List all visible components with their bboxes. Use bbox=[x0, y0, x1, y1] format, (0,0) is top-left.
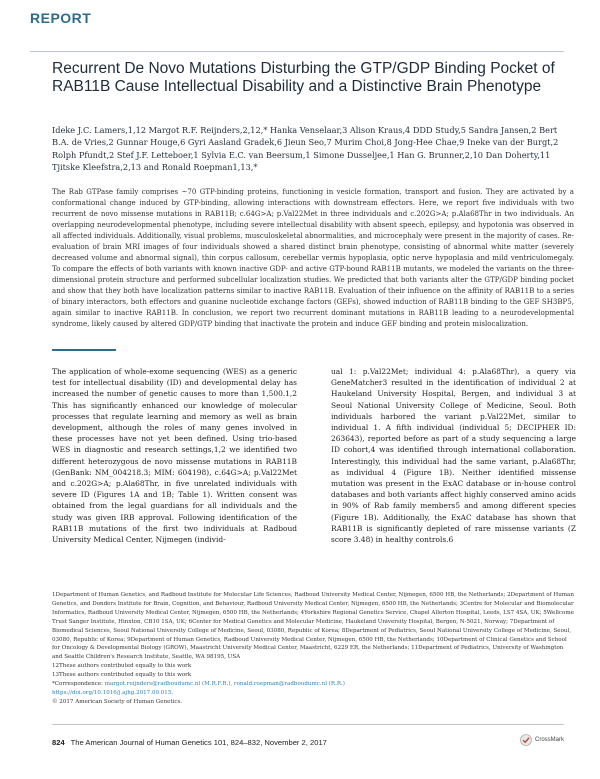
page-number: 824 bbox=[52, 738, 65, 747]
body-column-right bbox=[331, 366, 576, 545]
crossmark-label: CrossMark bbox=[534, 737, 564, 743]
header-divider bbox=[30, 51, 564, 52]
body-paragraph: ual 1: p.Val22Met; individual 4: p.Ala68Thr), a query via GeneMatcher3 resulted in the identification of individual 2 at Haukeland University Hospital, Bergen, and individual 3 at Seoul National University College of Medicine, Seoul. Both individuals harbored the variant p.Val22Met, similar to individual 1. A fifth individual (individual 5; DECIPHER ID: 263643), reported before as part of a study sequencing a large ID cohort,4 was identified through international collaboration. Interestingly, this individual had the same variant, p.Ala68Thr, as individual 4 (Figure 1B). Neither identified missense mutation was present in the ExAC database or in-house control databases and both variants affect highly conserved amino acids in 90% of Rab family members5 and among different species (Figure 1B). Additionally, the ExAC database has shown that RAB11B is significantly depleted of rare missense variants (Z score 3.48) in healthy controls.6 bbox=[331, 367, 576, 545]
equal-contribution-note: 13These authors contributed equally to this work bbox=[52, 672, 192, 679]
citation-text: The American Journal of Human Genetics 101, 824–832, November 2, 2017 bbox=[70, 738, 327, 747]
page-footer bbox=[30, 724, 570, 758]
affiliations bbox=[52, 591, 574, 707]
crossmark-badge[interactable] bbox=[520, 734, 564, 746]
abstract-divider bbox=[52, 349, 116, 351]
author-list: Ideke J.C. Lamers,1,12 Margot R.F. Reijnders,2,12,* Hanka Venselaar,3 Alison Kraus,4 DDD Study,5 Sandra Jansen,2 Bert B.A. de Vries,2 Gunnar Houge,6 Gyri Aasland Gradek,6 Jieun Seo,7 Murim Choi,8 Jong-Hee Chae,9 Ineke van der Burgt,2 Rolph Pfundt,2 Stef J.F. Letteboer,1 Sylvia E.C. van Beersum,1 Simone Dusseljee,1 Han G. Brunner,2,10 Dan Doherty,11 Tjitske Kleefstra,2,13 and Ronald Roepman1,13,* bbox=[52, 125, 559, 172]
copyright: © 2017 American Society of Human Genetics. bbox=[52, 698, 183, 705]
correspondence bbox=[52, 680, 574, 689]
journal-citation bbox=[52, 738, 327, 747]
section-label: REPORT bbox=[30, 10, 92, 26]
body-paragraph: The application of whole-exome sequencing (WES) as a generic test for intellectual disability (ID) and developmental delay has increased the number of genetic causes to more than 1,500.1,2 This has significantly enhanced our knowledge of molecular processes that regulate learning and memory as well as brain development, although the roles of many genes involved in these processes have not yet been defined. Using trio-based WES in diagnostic and research settings,1,2 we identified two different heterozygous de novo missense mutations in RAB11B (GenBank: NM_004218.3; MIM: 604198), c.64G>A; p.Val22Met and c.202G>A; p.Ala68Thr, in five unrelated individuals with severe ID (Figures 1A and 1B; Table 1). Written consent was obtained from the legal guardians for all individuals and the study was given IRB approval. Following identification of the RAB11B mutations of the first two individuals at Radboud University Medical Center, Nijmegen (individ- bbox=[52, 367, 297, 545]
footer-divider bbox=[52, 724, 564, 725]
equal-contribution-note: 12These authors contributed equally to this work bbox=[52, 663, 192, 670]
correspondence-label: *Correspondence: bbox=[52, 681, 105, 688]
crossmark-icon bbox=[520, 734, 532, 746]
doi-link[interactable]: https://doi.org/10.1016/j.ajhg.2017.09.015. bbox=[52, 689, 174, 696]
abstract: The Rab GTPase family comprises ~70 GTP-binding proteins, functioning in vesicle formation, transport and fusion. They are activated by a conformational change induced by GTP-binding, allowing interactions with downstream effectors. Here, we report five individuals with two recurrent de novo missense mutations in RAB11B; c.64G>A; p.Val22Met in three individuals and c.202G>A; p.Ala68Thr in two individuals. An overlapping neurodevelopmental phenotype, including severe intellectual disability with absent speech, epilepsy, and hypotonia was observed in all affected individuals. Additionally, visual problems, musculoskeletal abnormalities, and microcephaly were present in the majority of cases. Re-evaluation of brain MRI images of four individuals showed a shared distinct brain phenotype, consisting of abnormal white matter (severely decreased volume and abnormal signal), thin corpus callosum, cerebellar vermis hypoplasia, optic nerve hypoplasia and mild ventriculomegaly. To compare the effects of both variants with known inactive GDP- and active GTP-bound RAB11B mutants, we modeled the variants on the three-dimensional protein structure and performed subcellular localization studies. We predicted that both variants alter the GTP/GDP binding pocket and show that they both have localization patterns similar to inactive RAB11B. Evaluation of their influence on the affinity of RAB11B to a series of binary interactors, both effectors and guanine nucleotide exchange factors (GEFs), showed induction of RAB11B binding to the GEF SH3BP5, again similar to inactive RAB11B. In conclusion, we report two recurrent dominant mutations in RAB11B leading to a neurodevelopmental syndrome, likely caused by altered GDP/GTP binding that inactivate the protein and induce GEF binding and protein mislocalization. bbox=[52, 187, 574, 328]
affiliation-list: 1Department of Human Genetics, and Radboud Institute for Molecular Life Sciences, Radboud University Medical Center, Nijmegen, 6500 HB, the Netherlands; 2Department of Human Genetics, and Donders Institute for Brain, Cognition, and Behaviour, Radboud University Medical Center, Nijmegen, 6500 HB, the Netherlands; 3Centre for Molecular and Biomolecular Informatics, Radboud University Medical Center, Nijmegen, 6500 HB, the Netherlands; 4Yorkshire Regional Genetics Service, Chapel Allerton Hospital, Leeds, LS7 4SA, UK; 5Wellcome Trust Sanger Institute, Hinxton, CB10 1SA, UK; 6Center for Medical Genetics and Molecular Medicine, Haukeland University Hospital, Bergen, N-5021, Norway; 7Department of Biomedical Sciences, Seoul National University College of Medicine, Seoul, 03080, Republic of Korea; 8Department of Pediatrics, Seoul National University College of Medicine, Seoul, 03080, Republic of Korea; 9Department of Human Genetics, Radboud University Medical Center, Nijmegen, 6500 HB, the Netherlands; 10Department of Clinical Genetics and School for Oncology & Developmental Biology (GROW), Maastricht University Medical Center, Maastricht, 6229 ER, the Netherlands; 11Department of Pediatrics, University of Washington and Seattle Children's Research Institute, Seattle, WA 98195, USA bbox=[52, 592, 574, 661]
article-title: Recurrent De Novo Mutations Disturbing the GTP/GDP Binding Pocket of RAB11B Cause Intellectual Disability and a Distinctive Brain Phenotype bbox=[52, 60, 555, 95]
body-column-left bbox=[52, 366, 297, 545]
correspondence-emails[interactable]: margot.reijnders@radboudumc.nl (M.R.F.R.), ronald.roepman@radboudumc.nl (R.R.) bbox=[104, 681, 345, 688]
